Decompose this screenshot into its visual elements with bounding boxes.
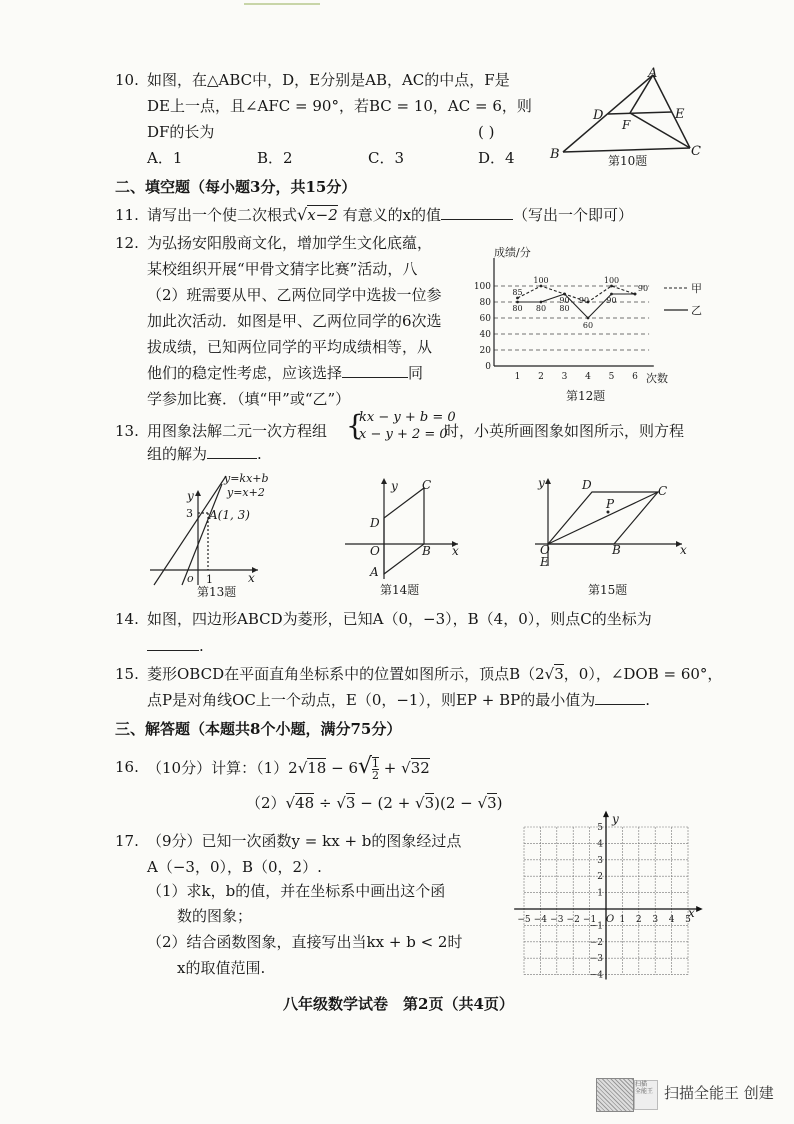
x-tick-label: 2 xyxy=(538,372,544,382)
q14-answer-blank[interactable] xyxy=(147,650,199,651)
q15-label-c: C xyxy=(658,484,668,498)
q14-number: 14. xyxy=(115,610,139,628)
q16-sqrt-sign-1: √ xyxy=(297,759,308,777)
qr-code-icon xyxy=(596,1078,634,1112)
x-tick-label: 2 xyxy=(635,915,642,925)
q13-y-arrow xyxy=(195,490,201,496)
q16-sqrt-sign-6: √ xyxy=(415,794,425,812)
q16-number: 16. xyxy=(115,758,139,776)
q15-label-d: D xyxy=(582,478,592,492)
x-tick-label: 4 xyxy=(668,915,675,925)
y-tick-label: 20 xyxy=(479,346,491,356)
series-point xyxy=(540,285,543,288)
q10-option-d: D．4 xyxy=(478,149,515,167)
q13-brace: { xyxy=(346,409,364,442)
y-tick-label: 1 xyxy=(597,888,603,899)
y-tick-label: 5 xyxy=(597,823,603,833)
q12-caption: 第12题 xyxy=(566,389,606,403)
x-tick-label: 3 xyxy=(561,372,568,382)
q16-r3: 48 xyxy=(295,794,315,812)
q16-sqrt-sign-4: √ xyxy=(285,794,296,812)
y-tick-label: −2 xyxy=(589,937,603,948)
q17-line6: x的取值范围. xyxy=(177,959,266,977)
q16-r1: 18 xyxy=(307,759,327,777)
q14-label-a: A xyxy=(370,565,379,579)
data-label: 90 xyxy=(559,296,570,305)
data-label: 100 xyxy=(603,276,620,285)
q13-answer-blank[interactable] xyxy=(207,458,257,459)
y-tick-label: −4 xyxy=(589,970,603,981)
q13-label-l1: y=kx+b xyxy=(224,472,269,485)
series-point xyxy=(516,297,519,300)
q17-line3: （1）求k，b的值，并在坐标系中画出这个函 xyxy=(147,882,446,900)
series-point xyxy=(587,317,590,320)
q10-answer-paren: ( ) xyxy=(478,123,495,141)
section-3-heading: 三、解答题（本题共8个小题，满分75分） xyxy=(115,720,402,738)
q12-number: 12. xyxy=(115,234,139,252)
q12-line1: 为弘扬安阳殷商文化，增加学生文化底蕴， xyxy=(147,234,433,252)
q10-line1: 如图，在△ABC中，D，E分别是AB，AC的中点，F是 xyxy=(147,71,510,89)
q11-radicand: x−2 xyxy=(307,206,338,224)
q15-line1-pre: 菱形OBCD在平面直角坐标系中的位置如图所示，顶点B（2 xyxy=(147,665,545,683)
q16-p2-end: ) xyxy=(496,794,503,812)
q12-line2: 某校组织开展“甲骨文猜字比赛”活动，八 xyxy=(147,260,418,278)
q13-number: 13. xyxy=(115,422,139,440)
x-tick-label: −1 xyxy=(582,915,597,925)
data-label: 80 xyxy=(559,304,570,313)
q16-fraction xyxy=(372,757,379,781)
q16-r5: 3 xyxy=(424,794,435,812)
x-tick-label: −3 xyxy=(550,915,564,925)
x-tick-label: −5 xyxy=(517,915,531,925)
q11-sqrt-sign: √ xyxy=(297,205,308,224)
q14-label-b: B xyxy=(422,544,431,558)
q13-line2-text: 组的解为 xyxy=(147,445,208,463)
q12-line4: 加此次活动．如图是甲、乙两位同学的6次选 xyxy=(147,312,442,330)
q14-label-y: y xyxy=(391,479,398,493)
x-tick-label: 6 xyxy=(632,372,638,382)
q12-line3: （2）班需要从甲、乙两位同学中选拔一位参 xyxy=(147,286,442,304)
data-label: 90 xyxy=(578,296,590,305)
data-label: 80 xyxy=(535,304,547,313)
x-arrow xyxy=(696,906,703,912)
q15-line1-rad: 3 xyxy=(554,665,564,683)
q16-part1 xyxy=(147,754,430,782)
x-tick-label: 3 xyxy=(652,915,659,925)
series-point xyxy=(540,301,543,304)
q16-div: ÷ xyxy=(314,794,337,812)
y-tick-label: 4 xyxy=(597,839,603,850)
q10-option-c: C．3 xyxy=(368,149,405,167)
x-tick-label: 4 xyxy=(585,372,591,382)
q14-caption: 第14题 xyxy=(380,583,420,597)
q10-label-e: E xyxy=(675,107,685,122)
q16-frac-num: 1 xyxy=(372,757,380,770)
q13-eq2: x − y + 2 = 0 xyxy=(359,427,448,442)
q13-line2: 组的解为 . xyxy=(147,445,262,463)
section-2-heading: 二、填空题（每小题3分，共15分） xyxy=(115,178,357,196)
q17-line1: （9分）已知一次函数y = kx + b的图象经过点 xyxy=(147,832,462,850)
data-label: 80 xyxy=(512,304,523,313)
q16-r6: 3 xyxy=(487,794,497,812)
x-tick-label: 1 xyxy=(514,372,521,382)
q10-number: 10. xyxy=(115,71,139,89)
rhombus-abcd xyxy=(384,488,424,574)
q13-post: 时，小英所画图象如图所示，则方程 xyxy=(444,422,685,440)
q13-label-l2: y=x+2 xyxy=(227,486,265,499)
series-point xyxy=(563,293,566,296)
series-point xyxy=(516,301,519,304)
q15-y-arrow xyxy=(545,478,551,484)
q12-answer-blank[interactable] xyxy=(342,377,408,378)
chart-data-labels xyxy=(512,276,648,330)
q10-figure xyxy=(548,66,708,166)
q15-label-o: O xyxy=(540,543,550,557)
data-label: 60 xyxy=(582,321,594,330)
q12-line6 xyxy=(147,363,423,383)
q11-number: 11. xyxy=(115,206,139,224)
y-tick-label: 80 xyxy=(479,298,491,308)
q15-label-y: y xyxy=(538,476,545,490)
grid-axes xyxy=(514,811,703,980)
q10-line3: DF的长为 xyxy=(147,123,215,141)
q11-pre: 请写出一个使二次根式 xyxy=(147,206,298,224)
q16-sqrt-sign-5: √ xyxy=(336,794,346,812)
q16-sqrt-sign-7: √ xyxy=(477,794,488,812)
x-tick-label: −2 xyxy=(566,915,580,925)
q15-figure xyxy=(530,474,695,598)
q16-p2-mid2: )(2 − xyxy=(434,794,478,812)
q13-figure xyxy=(140,470,270,598)
y-tick-label: 0 xyxy=(485,362,491,372)
segment-de xyxy=(608,112,672,114)
q12-line5: 拔成绩，已知两位同学的平均成绩相等，从 xyxy=(147,338,433,356)
q15-line1 xyxy=(147,664,722,684)
y-tick-label: −3 xyxy=(589,954,603,965)
legend-label-jia: 甲 xyxy=(691,282,702,295)
q13-label-3: 3 xyxy=(186,507,193,520)
data-label: 90 xyxy=(606,296,617,305)
q15-number: 15. xyxy=(115,665,139,683)
x-tick-label: 1 xyxy=(619,915,626,925)
q14-label-o: O xyxy=(370,544,380,558)
y-tick-label: −1 xyxy=(589,921,603,932)
camscanner-logo-icon: 扫描 全能王 xyxy=(634,1080,658,1110)
series-point xyxy=(634,293,637,296)
q15-line2-text: 点P是对角线OC上一个动点，E（0，−1），则EP + BP的最小值为 xyxy=(147,691,596,709)
y-tick-label: 100 xyxy=(473,282,491,292)
q16-frac-den: 2 xyxy=(372,769,380,782)
series-point xyxy=(610,285,613,288)
q14-answer-line: . xyxy=(147,636,204,656)
q16-head: （10分）计算：（1）2 xyxy=(147,759,298,777)
q13-label-o: o xyxy=(187,572,194,585)
q15-answer-blank[interactable] xyxy=(595,704,645,705)
y-tick-label: 3 xyxy=(597,855,603,866)
q10-label-f: F xyxy=(622,118,631,132)
side-bc xyxy=(563,148,690,152)
y-arrow xyxy=(603,811,609,818)
q15-line1-post: ，0），∠DOB = 60°， xyxy=(563,665,723,683)
q16-p2-mid: − (2 + xyxy=(355,794,416,812)
q16-plus: + xyxy=(379,759,402,777)
scanner-watermark: 扫描全能王 创建 xyxy=(664,1084,774,1102)
q15-sqrt-sign: √ xyxy=(544,665,555,683)
q10-option-b: B．2 xyxy=(257,149,293,167)
q17-line2: A（−3，0），B（0，2）. xyxy=(147,858,322,876)
q17-number: 17. xyxy=(115,832,139,850)
q16-sqrt-sign-3: √ xyxy=(401,759,411,777)
q17-line5: （2）结合函数图象，直接写出当kx + b < 2时 xyxy=(147,933,463,951)
q10-label-c: C xyxy=(691,144,701,159)
page-footer: 八年级数学试卷 第2页（共4页） xyxy=(283,995,514,1013)
y-tick-label: 60 xyxy=(479,314,491,324)
q13-pre: 用图象法解二元一次方程组 xyxy=(147,422,328,440)
q12-line7: 学参加比赛．（填“甲”或“乙”） xyxy=(147,390,351,408)
series-point xyxy=(610,293,613,296)
q17-coordinate-grid xyxy=(510,810,710,981)
x-tick-label: 5 xyxy=(608,372,615,382)
q10-label-d: D xyxy=(593,108,604,123)
q14-label-c: C xyxy=(422,478,432,492)
q14-figure xyxy=(340,474,470,598)
q10-caption: 第10题 xyxy=(608,154,648,168)
q16-p2-pre: （2） xyxy=(246,794,286,812)
q13-label-y: y xyxy=(187,489,194,503)
y-tick-label: 2 xyxy=(597,872,603,883)
q11-text xyxy=(147,205,633,225)
q15-caption: 第15题 xyxy=(588,583,628,597)
diagonal-oc xyxy=(548,492,658,544)
q16-sqrt-sign-2: √ xyxy=(358,754,373,779)
q15-line2: 点P是对角线OC上一个动点，E（0，−1），则EP + BP的最小值为 . xyxy=(147,691,651,709)
q14-y-arrow xyxy=(381,478,387,484)
q11-post: （写出一个即可） xyxy=(513,206,634,224)
data-label: 85 xyxy=(512,288,523,297)
q14-label-d: D xyxy=(370,516,380,530)
q11-mid: 有意义的x的值 xyxy=(342,206,442,224)
legend-label-yi: 乙 xyxy=(691,304,702,317)
q16-minus: − 6 xyxy=(326,759,358,777)
q12-line6-text: 他们的稳定性考虑，应该选择 xyxy=(147,364,343,382)
q16-r2: 32 xyxy=(410,759,430,777)
q17-y-label: y xyxy=(612,812,619,826)
q16-part2 xyxy=(246,793,502,813)
x-tick-label: −4 xyxy=(533,915,548,925)
q12-line-chart xyxy=(473,244,708,412)
chart-x-axis-label: 次数 xyxy=(646,372,668,385)
q14-label-x: x xyxy=(452,544,459,558)
q17-origin-label: O xyxy=(606,914,615,925)
q10-label-a: A xyxy=(648,66,658,81)
x-tick-label: 5 xyxy=(685,915,691,925)
top-edge-mark xyxy=(244,3,320,5)
q15-label-e: E xyxy=(540,555,549,569)
q13-caption: 第13题 xyxy=(197,585,237,599)
q15-label-p: P xyxy=(606,497,615,511)
q13-label-x: x xyxy=(248,571,255,585)
q13-eq1: kx − y + b = 0 xyxy=(359,410,456,425)
chart-y-axis-label: 成绩/分 xyxy=(494,246,531,259)
q11-answer-blank[interactable] xyxy=(441,219,513,220)
q13-label-1: 1 xyxy=(206,573,213,586)
data-label: 90 xyxy=(637,284,649,293)
q13-label-a: A(1, 3) xyxy=(209,508,250,522)
q10-line2: DE上一点，且∠AFC = 90°，若BC = 10，AC = 6，则 xyxy=(147,97,532,115)
q17-line4: 数的图象； xyxy=(177,907,253,925)
y-tick-label: 40 xyxy=(479,330,491,340)
q12-line6-tail: 同 xyxy=(408,364,424,382)
q10-label-b: B xyxy=(550,147,560,162)
q15-label-b: B xyxy=(612,543,621,557)
q15-label-x: x xyxy=(680,543,687,557)
chart-series xyxy=(516,285,636,320)
grid-tick-labels xyxy=(517,823,691,981)
q17-x-label: x xyxy=(688,906,695,920)
data-label: 100 xyxy=(533,276,549,285)
q10-option-a: A．1 xyxy=(147,149,183,167)
q14-text: 如图，四边形ABCD为菱形，已知A（0，−3），B（4，0），则点C的坐标为 xyxy=(147,610,652,628)
q16-r4: 3 xyxy=(345,794,356,812)
